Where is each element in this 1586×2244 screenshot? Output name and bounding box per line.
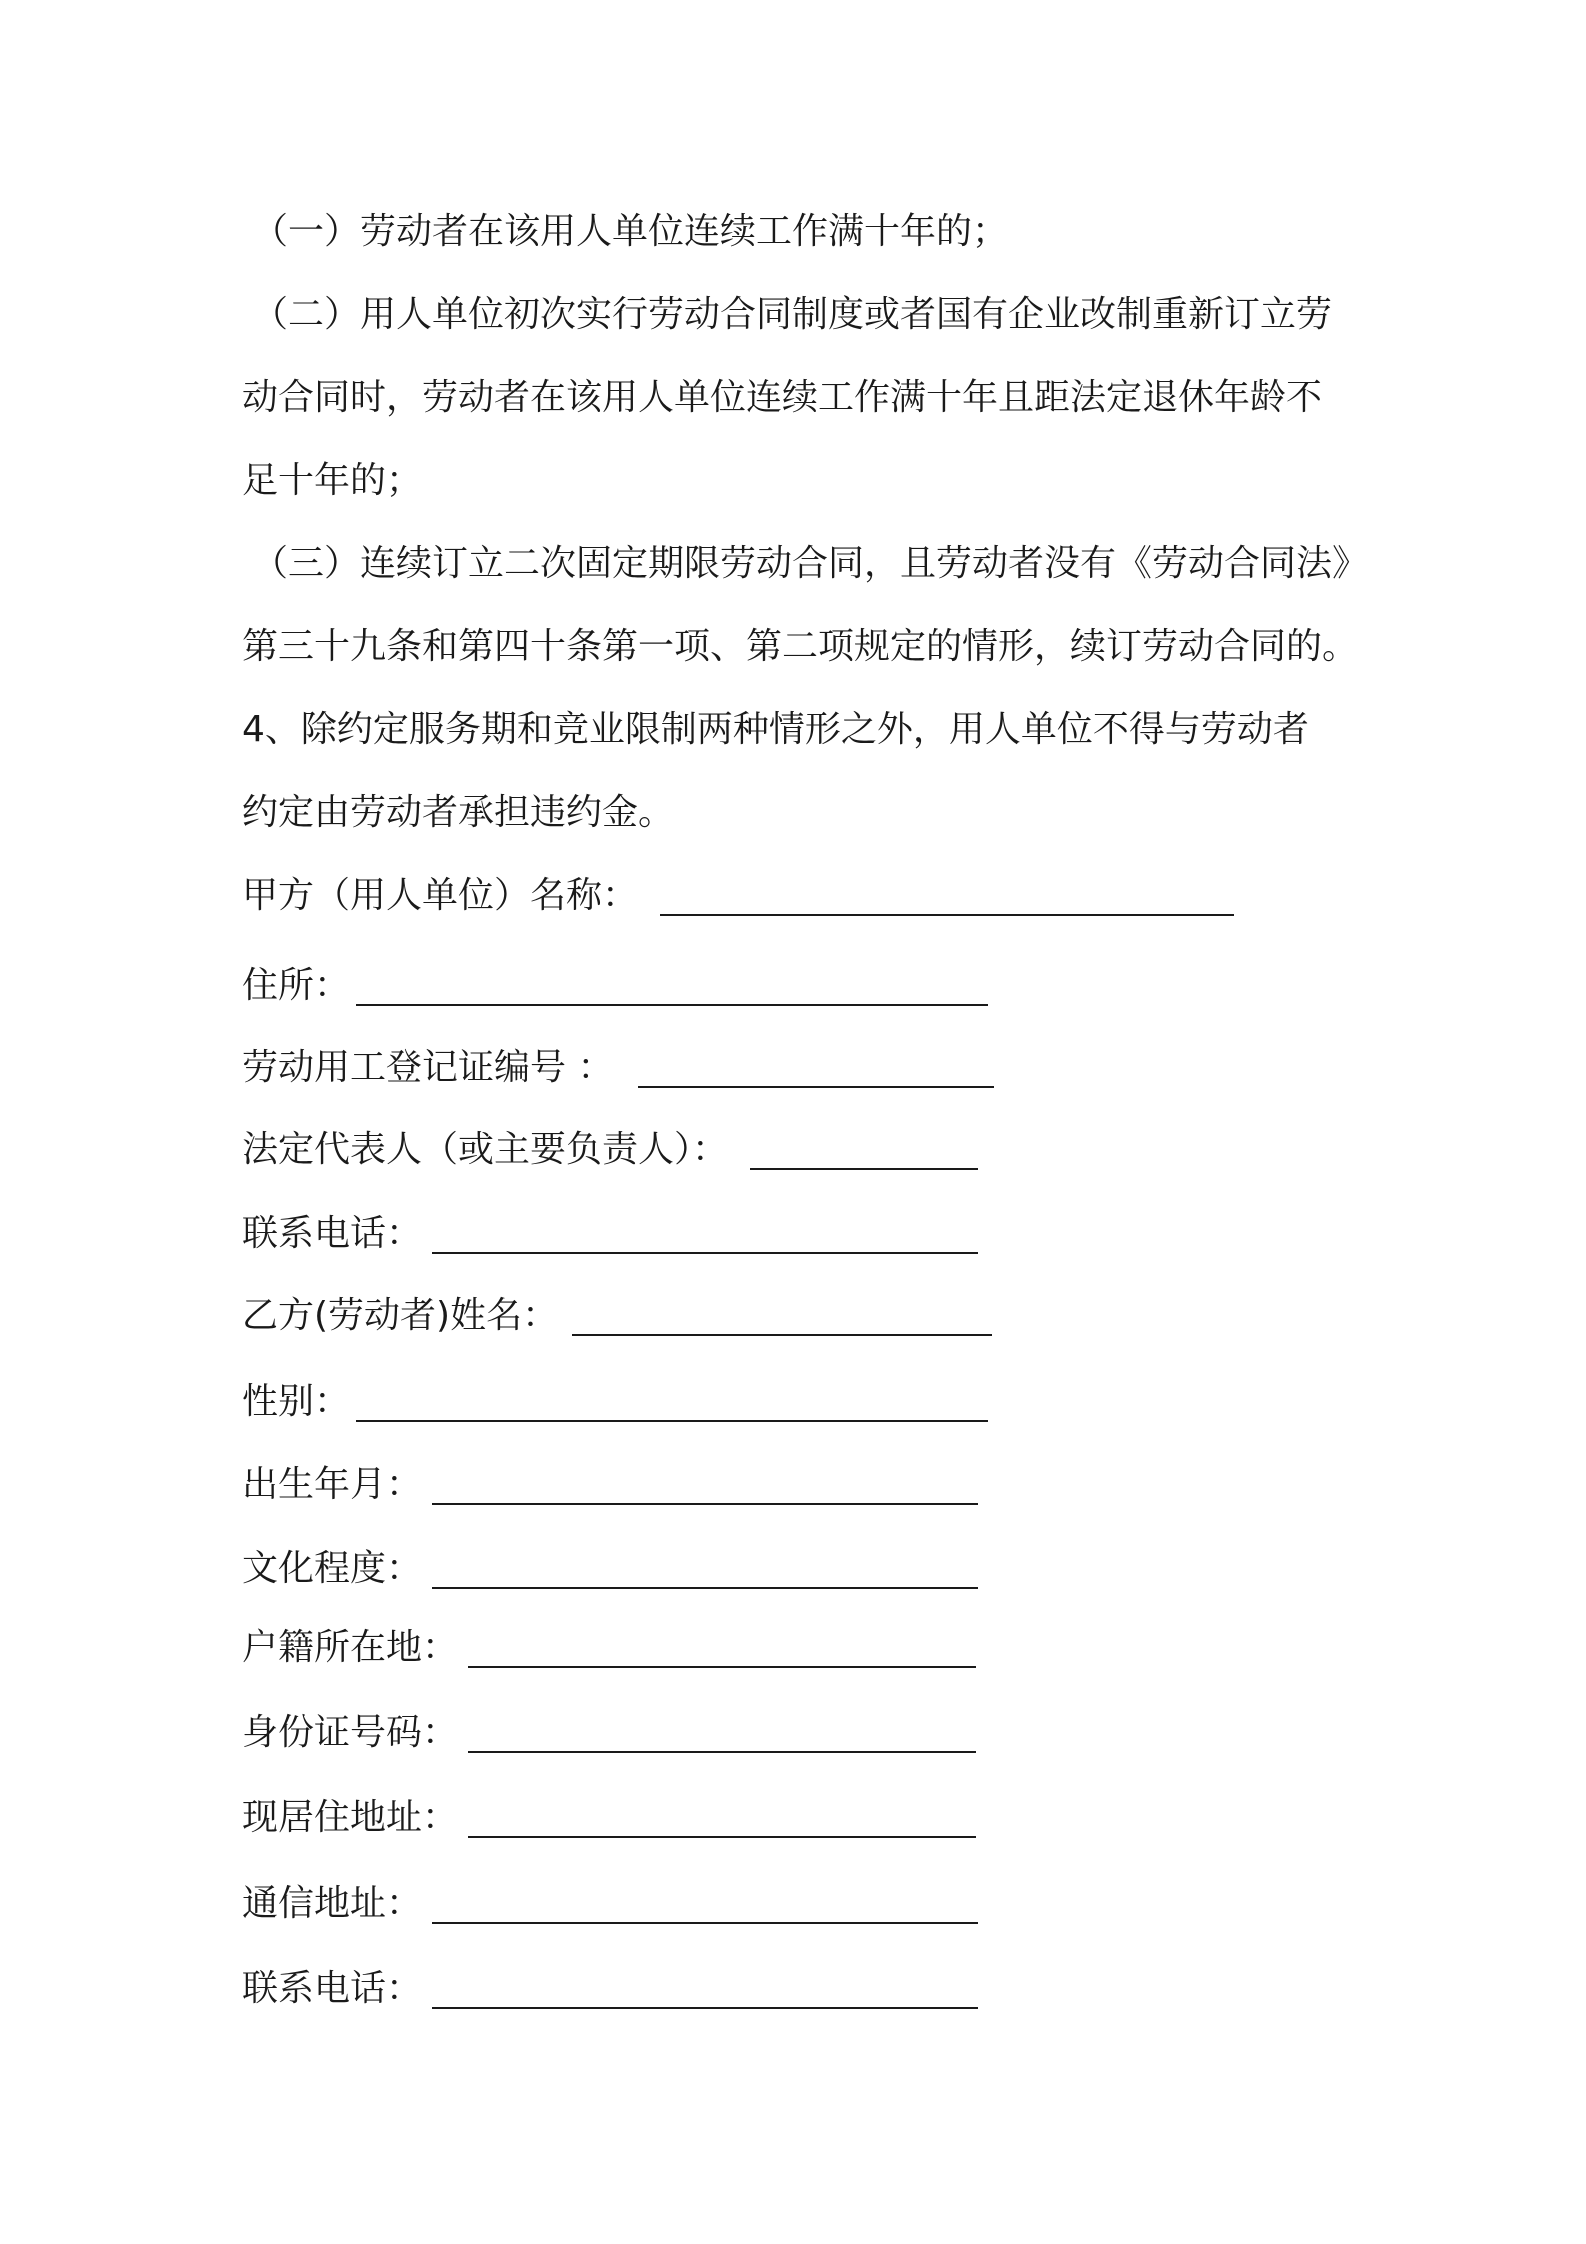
fill-in-blank[interactable] xyxy=(750,1168,978,1170)
fill-in-blank[interactable] xyxy=(468,1666,976,1668)
clause-line-1: （一）劳动者在该用人单位连续工作满十年的； xyxy=(252,211,1009,252)
form-field-mailing-address xyxy=(242,1882,422,1926)
field-label: 现居住地址： xyxy=(242,1797,459,1838)
form-field-current-address xyxy=(242,1796,458,1840)
clause-line-3: 动合同时，劳动者在该用人单位连续工作满十年且距法定退休年龄不 xyxy=(242,377,1323,418)
field-label: 法定代表人（或主要负责人）： xyxy=(242,1129,729,1170)
fill-in-blank[interactable] xyxy=(356,1420,988,1422)
form-field-legal-representative xyxy=(242,1128,728,1172)
clause-line-5: （三）连续订立二次固定期限劳动合同，且劳动者没有《劳动合同法》 xyxy=(252,543,1369,584)
field-label: 户籍所在地： xyxy=(242,1627,459,1668)
form-field-education xyxy=(242,1547,422,1591)
fill-in-blank[interactable] xyxy=(660,914,1234,916)
field-label: 劳动用工登记证编号 ： xyxy=(242,1047,614,1088)
clause-line-7: 4、除约定服务期和竞业限制两种情形之外，用人单位不得与劳动者 xyxy=(242,709,1309,750)
field-label: 身份证号码： xyxy=(242,1712,459,1753)
field-label: 文化程度： xyxy=(242,1548,423,1589)
form-field-birth-date xyxy=(242,1463,422,1507)
clause-line-6: 第三十九条和第四十条第一项、第二项规定的情形，续订劳动合同的。 xyxy=(242,626,1359,667)
field-label: 性别： xyxy=(242,1381,351,1422)
fill-in-blank[interactable] xyxy=(432,2007,978,2009)
form-field-employer-phone xyxy=(242,1212,422,1256)
fill-in-blank[interactable] xyxy=(432,1503,978,1505)
form-field-gender xyxy=(242,1380,350,1424)
field-label: 通信地址： xyxy=(242,1883,423,1924)
field-label: 联系电话： xyxy=(242,1968,423,2009)
clause-line-8: 约定由劳动者承担违约金。 xyxy=(242,792,675,833)
field-label: 住所： xyxy=(242,965,351,1006)
form-field-employee-phone xyxy=(242,1967,422,2011)
fill-in-blank[interactable] xyxy=(638,1086,994,1088)
form-field-employee-name xyxy=(242,1294,558,1338)
form-field-employer-name xyxy=(242,874,638,918)
field-label: 出生年月： xyxy=(242,1464,423,1505)
field-label: 乙方(劳动者)姓名： xyxy=(242,1295,559,1336)
clause-line-4: 足十年的； xyxy=(242,460,423,501)
fill-in-blank[interactable] xyxy=(468,1751,976,1753)
fill-in-blank[interactable] xyxy=(468,1836,976,1838)
field-label: 联系电话： xyxy=(242,1213,423,1254)
field-label: 甲方（用人单位）名称： xyxy=(242,875,639,916)
form-field-household-registration xyxy=(242,1626,458,1670)
clause-line-2: （二）用人单位初次实行劳动合同制度或者国有企业改制重新订立劳 xyxy=(252,294,1333,335)
fill-in-blank[interactable] xyxy=(356,1004,988,1006)
fill-in-blank[interactable] xyxy=(432,1252,978,1254)
fill-in-blank[interactable] xyxy=(432,1922,978,1924)
form-field-registration-number xyxy=(242,1046,613,1090)
form-field-address xyxy=(242,964,350,1008)
fill-in-blank[interactable] xyxy=(432,1587,978,1589)
form-field-id-number xyxy=(242,1711,458,1755)
fill-in-blank[interactable] xyxy=(572,1334,992,1336)
